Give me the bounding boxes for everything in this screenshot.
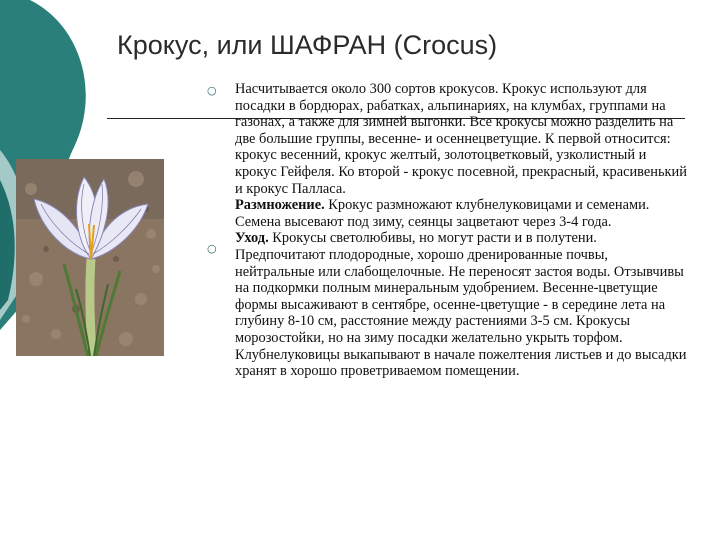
bullet-item-propagation [235, 197, 687, 380]
care-paragraph [235, 230, 687, 379]
bullet-icon-2: ○ [207, 242, 217, 255]
bullet-item-varieties [235, 81, 687, 197]
propagation-paragraph [235, 197, 687, 230]
slide-title: Крокус, или ШАФРАН (Crocus) [117, 30, 498, 60]
propagation-text: Крокус размножают клубнелуковицами и семенами. Семена высевают под зиму, сеянцы зацветают через 3-4 года. [235, 197, 650, 230]
propagation-label: Размножение. [235, 197, 325, 214]
care-text: Крокусы светолюбивы, но могут расти и в полутени. Предпочитают плодородные, хорошо дренированные почвы, нейтральные или слабощелочные. Не переносят застоя воды. Отзывчивы на подкормки полным минеральным удобрением. Весенне-цветущие формы высаживают в сентябре, осенне-цветущие - в середине лета на глубину 8-10 см, расстояние между растениями 3-5 см. Крокусы морозостойки, но на зиму посадки желательно укрыть торфом. Клубнелуковицы выкапывают в начале пожелтения листьев и до высадки хранят в хорошо проветриваемом помещении. [235, 230, 687, 380]
bullet-list [235, 81, 687, 380]
varieties-text: Насчитывается около 300 сортов крокусов. Крокус используют для посадки в бордюрах, рабатках, альпинариях, на клумбах, группами на газонах, а также для зимней выгонки. Все крокусы можно разделить на две большие группы, весенне- и осеннецветущие. К первой относится: крокус весенний, крокус желтый, золотоцветковый, узколистный и крокус Гейфеля. Ко второй - крокус посевной, прекрасный, красивенький и крокус Палласа. [235, 81, 687, 197]
care-label: Уход. [235, 230, 269, 247]
crocus-photo [16, 159, 164, 356]
bullet-icon-1: ○ [207, 84, 217, 97]
